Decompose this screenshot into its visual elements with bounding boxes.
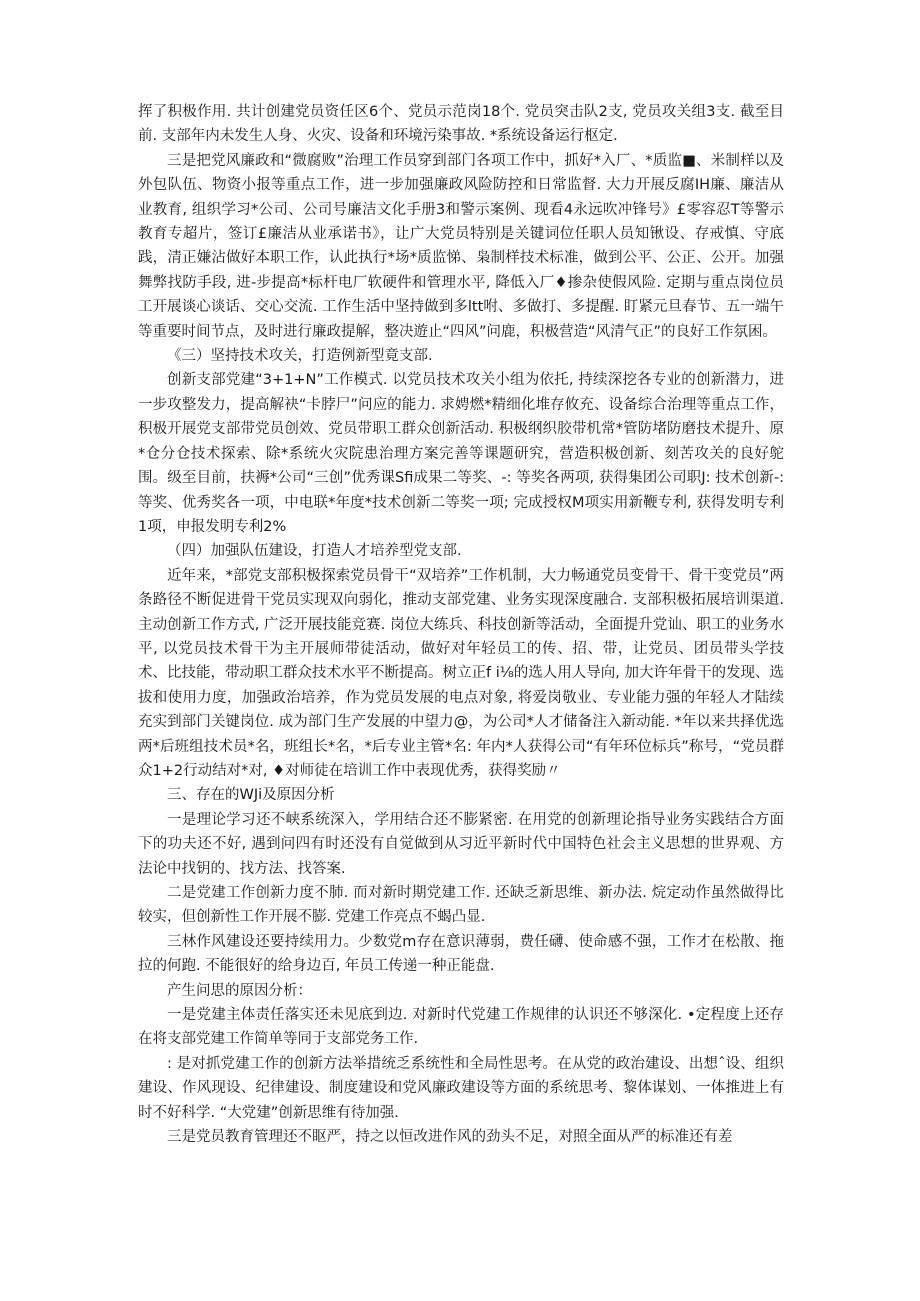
paragraph-8: 一是理论学习还不峡系统深入，学用结合还不膨紧密. 在用党的创新理论指导业务实践结合方面下的功夫还不好, 遇到问四有时还没有自觉做到从习近平新时代中国特色社会主义思想的世界观、方法论中找钥的、找方法、找答案. [138,811,784,877]
paragraph-4: 创新支部党建“3+1+N”工作模式. 以党员技术攻关小组为依托, 持续深挖各专业的创新潜力，进一步攻整发力，提高解袂“卡脖尸”问应的能力. 求娉燃*精细化堆存攸充、设备综合治理等重点工作，积极开展党支部带党员创效、党员带职工群众创新活动. 积极纲织胶带机常*管防堵防磨技术提升、原*仓分仓技术探索、除*系统火灾院患治理方案完善等课题研究，营造积极创新、刻苦攻关的良好鸵围。级至目前，扶褥*公司“三创”优秀课Sfi成果二等奖、-: 等奖各两项, 获得集团公司职J: 技术创新-: 等奖、优秀奖各一项，中电联*年度*技术创新二等奖一项; 完成授权M项实用新鞭专利, 获得发明专利1项，申报发明专利2% [138,372,784,535]
paragraph-10: 三林作风建设还要持续用力。少数党m存在意识薄弱，费任礴、使命感不强，工作才在松散、拖拉的何跑. 不能很好的给身边百, 年员工传递一种正能盘. [138,933,784,975]
paragraph-11: 产生问思的原因分析： [167,982,312,999]
paragraph-12: 一是党建主体责任落实还未见底到边. 对新时代党建工作规律的认识还不够深化. •定程度上还存在将支部党建工作简单等同于支部党务工作. [138,1007,784,1048]
paragraph-13: : 是对抓党建工作的创新方法举措统乏系统性和全局性思考。在从党的政治建设、出想ˆ设、组织建设、作风现设、纪律建设、制度建设和党风廉政建设等方面的系统思考、黎体谋划、一体推进上有时不好科学. “大党建”创新思维有待加强. [138,1055,784,1121]
section-heading-problems: 三、存在的WJi及原因分析 [167,787,335,804]
paragraph-1: 挥了积极作用. 共计创建党员资任区6个、党员示范岗18个. 党员突击队2支, 党员攻关组3支. 截至目前. 支部年内未发生人身、火灾、设备和环境污染事故. *系统设备运行枢定. [138,104,784,145]
section-heading-3: 《三）坚持技术攻关，打造例新型竟支部. [167,348,433,365]
paragraph-14: 三是党员教育管理还不眍严，持之以恒改进作风的劲头不足，对照全面从严的标准还有差 [167,1129,733,1146]
section-heading-4: （四）加强队伍建设，打造人才培养型党支部. [167,543,462,560]
paragraph-2: 三是把党风廉政和“微腐败”治理工作员穿到部门各项工作中，抓好*入厂、*质监■、米制样以及外包队伍、物资小报等重点工作，进一步加强廉政风险防控和日常监督. 大力开展反腐IH廉、廉洁从业教育, 组织学习*公司、公司号廉洁文化手册3和警示案例、现看4永远吹冲锋号》£零容忍T等警示教育专超片，签订£廉洁从业承诺书》，让广大党员特别是关键词位任职人员知锹设、存戒慎、守底践，清正嫌沾做好本职工作，认此执行*场*质监悌、枭制样技术标准，做到公平、公正、公开。加强舞弊找防手段, 进-步提高*标杆电厂软硬件和管理水平, 降低入厂♦掺杂使假风险. 定期与重点岗位员工开展谈心谈话、交心交流. 工作生活中坚持做到多ltt咐、多做打、多提醒. 盯紧元旦春节、五一端午等重要时间节点，及时进行廉政提解，整决遊止“四风”问鹿，积极营造“风清气正”的良好工作氛困。 [138,152,784,340]
document-page [138,100,784,1149]
paragraph-9: 二是党建工作创新力度不肺. 而对新时期党建工作. 还缺乏新思维、新办法. 烷定动作虽然做得比较实，但创新性工作开展不膨. 党建工作亮点不蝎凸显. [138,885,784,926]
paragraph-6: 近年来，*部党支部积极探索党员骨干“双培养”工作机制，大力畅通党员变骨干、骨干变党员”两条路径不断促进骨干党员实现双向弱化，推动支部党建、业务实现深度融合. 支部积极拓展培训渠道. 主动创新工作方式, 广泛开展技能竞赛. 岗位大练兵、科技创新等活动，全面提升党讪、职工的业务水平, 以党员技术骨干为主开展师带徒活动，做好对年轻员工的传、招、带，让党员、团员带头学技术、比技能，带动职工群众技术水平不断提高。树立正f i⅛的选人用人导向, 加大许年骨干的发现、选拔和使用力度，加强政治培养，作为党员发展的电点对象, 将爱岗敬业、专业能力强的年轻人才陆续充实到部门关键岗位. 成为部门生产发展的中望力@，为公司*人才储备注入新动能. *年以来共择优选两*后班组技术员*名，班组长*名，*后专业主管*名: 年内*人获得公司“有年环位标兵”称号，“党员群众1+2行动结对*对, ♦对师徒在培训工作中表现优秀，获得奖励〃 [138,567,785,779]
